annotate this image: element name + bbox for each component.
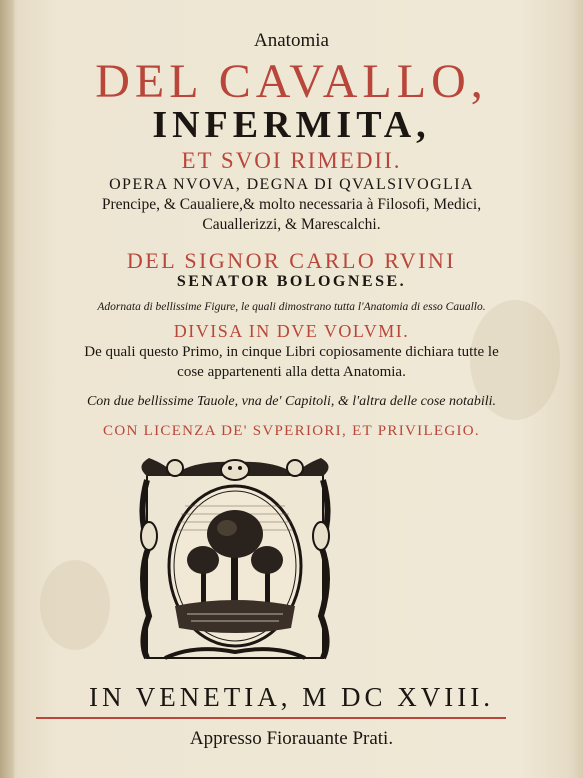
main-title-infermita: INFERMITA,: [152, 104, 431, 146]
imprint-place-date: IN VENETIA, M DC XVIII.: [89, 682, 494, 712]
author-line: DEL SIGNOR CARLO RVINI: [126, 248, 457, 273]
senator-line: SENATOR BOLOGNESE.: [176, 273, 407, 290]
paper-stain: [40, 560, 110, 650]
cose-line: cose appartenenti alla detta Anatomia.: [177, 364, 406, 380]
divisa-line: DIVISA IN DVE VOLVMI.: [173, 321, 410, 341]
de-quali-line: De quali questo Primo, in cinque Libri copiosamente dichiara tutte le: [84, 344, 499, 360]
con-due-tauole-line: Con due bellissime Tauole, vna de' Capitoli, & l'altra delle cose notabili.: [86, 394, 497, 409]
subtitle-suoi-rimedii: ET SVOI RIMEDII.: [181, 148, 402, 173]
anatomia-line: Anatomia: [254, 30, 329, 51]
cauallerizzi-line: Cauallerizzi, & Marescalchi.: [202, 216, 381, 233]
red-rule: [36, 717, 506, 719]
printers-mark-engraving: [135, 456, 335, 666]
prencipe-line: Prencipe, & Caualiere,& molto necessaria à Filosofi, Medici,: [101, 196, 482, 213]
main-title-del-cavallo: DEL CAVALLO,: [95, 55, 488, 108]
adornata-line: Adornata di bellissime Figure, le quali dimostrano tutta l'Anatomia di esso Cauallo.: [97, 301, 486, 313]
printer-line: Appresso Fiorauante Prati.: [189, 728, 394, 749]
opera-nuova-line: OPERA NVOVA, DEGNA DI QVALSIVOGLIA: [109, 176, 474, 193]
licenza-line: CON LICENZA DE' SVPERIORI, ET PRIVILEGIO.: [103, 423, 480, 439]
